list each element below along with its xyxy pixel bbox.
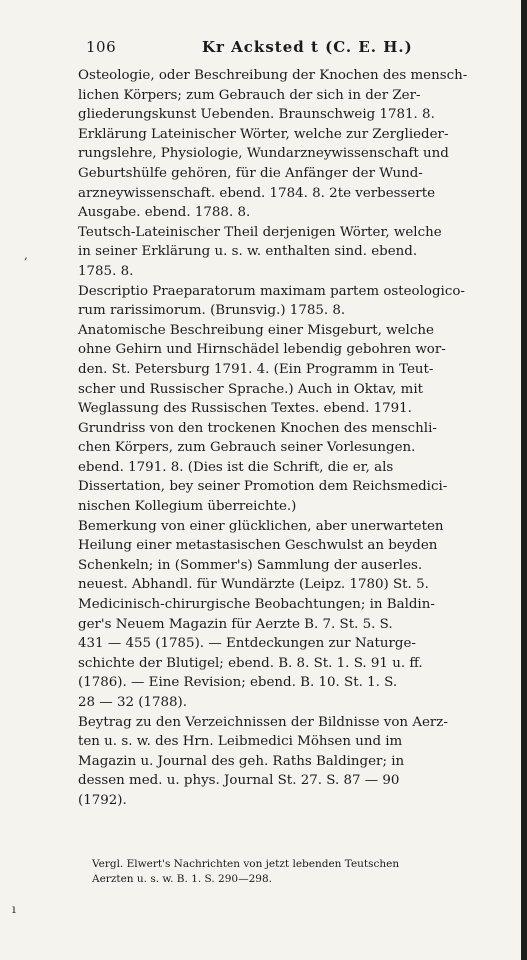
entry-line: 431 — 455 (1785). — Entdeckungen zur Naturge- <box>78 636 416 652</box>
entry-line: Geburtshülfe gehören, für die Anfänger der Wund- <box>78 165 423 181</box>
margin-mark: , <box>24 248 28 262</box>
bibliography-entry <box>78 66 510 125</box>
entry-line: nischen Kollegium überreichte.) <box>78 499 297 515</box>
entry-line: chen Körpers, zum Gebrauch seiner Vorlesungen. <box>78 440 416 456</box>
entry-line: lichen Körpers; zum Gebrauch der sich in der Zer- <box>78 87 421 103</box>
entry-line: Teutsch-Lateinischer Theil derjenigen Wörter, welche <box>78 224 442 240</box>
entry-line: gliederungskunst Uebenden. Braunschweig 1781. 8. <box>78 107 435 123</box>
entry-line: rum rarissimorum. (Brunsvig.) 1785. 8. <box>78 303 346 319</box>
page-header <box>86 38 506 58</box>
entry-line: Schenkeln; in (Sommer's) Sammlung der auserles. <box>78 557 423 573</box>
entry-line: Anatomische Beschreibung einer Misgeburt, welche <box>78 322 434 338</box>
page-edge-shadow <box>521 0 527 960</box>
entry-line: arzneywissenschaft. ebend. 1784. 8. 2te verbesserte <box>78 185 436 201</box>
running-head: Kr Acksted t (C. E. H.) <box>202 38 413 56</box>
entry-line: 1785. 8. <box>78 263 134 279</box>
entry-line: Grundriss von den trockenen Knochen des menschli- <box>78 420 437 436</box>
bibliography-entry <box>78 419 510 517</box>
entry-line: ohne Gehirn und Hirnschädel lebendig gebohren wor- <box>78 342 446 358</box>
entry-line: 28 — 32 (1788). <box>78 695 188 710</box>
entry-line: Weglassung des Russischen Textes. ebend. 1791. <box>78 401 412 417</box>
footnote-line: Vergl. Elwert's Nachrichten von jetzt lebenden Teutschen <box>92 858 400 870</box>
entry-line: in seiner Erklärung u. s. w. enthalten sind. ebend. <box>78 244 418 260</box>
entry-line: schichte der Blutigel; ebend. B. 8. St. 1. S. 91 u. ff. <box>78 655 423 671</box>
entry-line: Descriptio Praeparatorum maximam partem osteologico- <box>78 283 465 299</box>
margin-mark: ı <box>12 902 16 916</box>
entry-line: ten u. s. w. des Hrn. Leibmedici Möhsen und im <box>78 734 403 750</box>
bibliography-entry <box>78 517 510 595</box>
page-number: 106 <box>86 38 117 56</box>
entry-line: den. St. Petersburg 1791. 4. (Ein Programm in Teut- <box>78 361 434 377</box>
entry-line: Bemerkung von einer glücklichen, aber unerwarteten <box>78 518 444 534</box>
bibliography-list <box>78 66 510 811</box>
entry-line: Dissertation, bey seiner Promotion dem Reichsmedici- <box>78 479 448 495</box>
entry-line: Heilung einer metastasischen Geschwulst an beyden <box>78 538 438 554</box>
entry-line: Ausgabe. ebend. 1788. 8. <box>78 205 251 221</box>
entry-line: scher und Russischer Sprache.) Auch in Oktav, mit <box>78 381 424 397</box>
footnote-line: Aerzten u. s. w. B. 1. S. 290—298. <box>92 873 272 885</box>
entry-line: Beytrag zu den Verzeichnissen der Bildnisse von Aerz- <box>78 714 448 730</box>
entry-line: rungslehre, Physiologie, Wundarzneywissenschaft und <box>78 146 449 162</box>
entry-line: neuest. Abhandl. für Wundärzte (Leipz. 1780) St. 5. <box>78 577 429 593</box>
entry-line: Erklärung Lateinischer Wörter, welche zur Zerglieder- <box>78 126 449 142</box>
footnote <box>92 857 512 887</box>
entry-line: ebend. 1791. 8. (Dies ist die Schrift, die er, als <box>78 459 394 475</box>
entry-line: ger's Neuem Magazin für Aerzte B. 7. St. 5. S. <box>78 616 393 632</box>
bibliography-entry <box>78 321 510 419</box>
bibliography-entry <box>78 125 510 223</box>
entry-line: Medicinisch-chirurgische Beobachtungen; in Baldin- <box>78 597 435 613</box>
bibliography-entry <box>78 223 510 282</box>
entry-line: Magazin u. Journal des geh. Raths Baldinger; in <box>78 753 405 769</box>
bibliography-entry <box>78 282 510 321</box>
bibliography-entry <box>78 713 510 811</box>
entry-line: (1786). — Eine Revision; ebend. B. 10. St. 1. S. <box>78 675 398 691</box>
entry-line: (1792). <box>78 792 127 808</box>
bibliography-entry <box>78 595 510 713</box>
entry-line: dessen med. u. phys. Journal St. 27. S. 87 — 90 <box>78 773 400 789</box>
entry-line: Osteologie, oder Beschreibung der Knochen des mensch- <box>78 68 468 83</box>
